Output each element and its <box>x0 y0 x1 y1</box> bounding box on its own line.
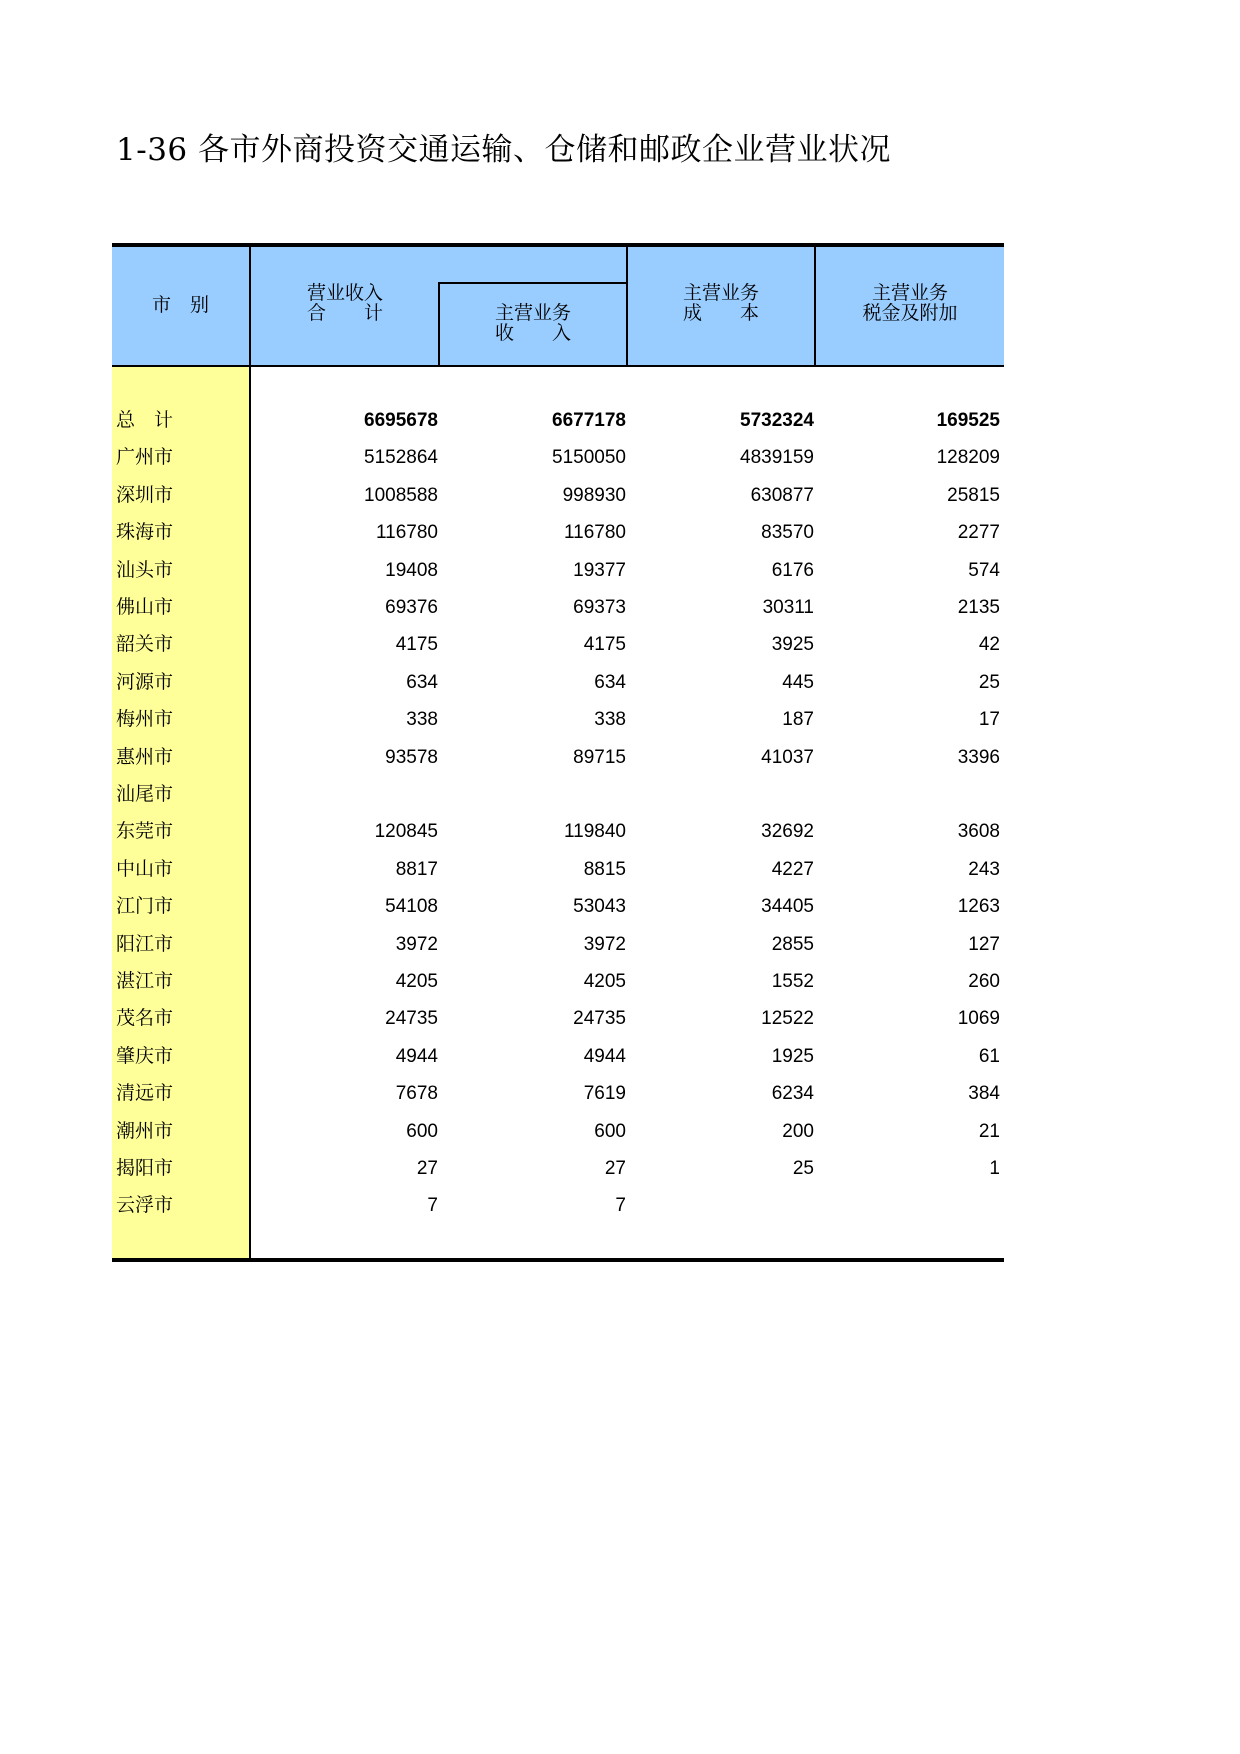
cell-main-revenue: 634 <box>594 671 626 693</box>
region-name: 韶关市 <box>116 633 174 656</box>
table-row <box>112 1187 1004 1224</box>
cell-main-tax: 243 <box>968 858 1000 880</box>
cell-main-tax: 384 <box>968 1083 1000 1105</box>
region-name: 江门市 <box>116 895 174 918</box>
cell-revenue-total: 4175 <box>395 634 438 656</box>
cell-main-revenue: 4205 <box>583 971 626 992</box>
cell-main-revenue: 69373 <box>573 597 626 618</box>
cell-main-tax: 3608 <box>957 821 1000 843</box>
cell-main-tax: 1263 <box>957 896 1000 918</box>
cell-main-revenue: 4944 <box>583 1045 626 1067</box>
region-name: 中山市 <box>116 857 174 880</box>
table-top-rule <box>112 243 1004 247</box>
cell-main-cost: 187 <box>782 709 814 731</box>
cell-main-tax: 127 <box>968 933 1000 955</box>
header-divider <box>249 247 251 365</box>
cell-main-tax: 42 <box>978 634 1000 656</box>
cell-main-tax: 25815 <box>947 484 1000 506</box>
cell-revenue-total: 116780 <box>376 522 438 544</box>
cell-main-cost: 25 <box>792 1158 814 1179</box>
region-name: 潮州市 <box>116 1119 174 1142</box>
table-row <box>112 477 1004 514</box>
cell-main-revenue: 19377 <box>573 559 626 581</box>
cell-main-tax: 3396 <box>957 746 1000 768</box>
region-name: 阳江市 <box>116 932 174 955</box>
cell-main-cost: 200 <box>782 1120 814 1142</box>
table-row <box>112 1038 1004 1075</box>
header-revenue-total: 营业收入 合 计 <box>306 282 383 324</box>
header-subdivider <box>438 282 628 284</box>
region-name: 湛江市 <box>116 970 174 992</box>
cell-main-cost: 4227 <box>771 858 814 880</box>
table-row <box>112 701 1004 738</box>
table-row <box>112 926 1004 963</box>
region-name: 佛山市 <box>116 596 174 618</box>
table-row <box>112 851 1004 888</box>
cell-main-cost: 34405 <box>761 896 814 918</box>
cell-main-tax: 1069 <box>957 1008 1000 1030</box>
cell-revenue-total: 24735 <box>385 1008 438 1030</box>
region-name: 汕尾市 <box>116 783 174 805</box>
cell-main-cost: 1925 <box>771 1045 814 1067</box>
table-row <box>112 1000 1004 1037</box>
statistics-table <box>112 243 1004 1261</box>
cell-revenue-total: 7678 <box>395 1083 438 1105</box>
table-row <box>112 664 1004 701</box>
region-name: 珠海市 <box>116 521 174 544</box>
cell-main-tax: 169525 <box>936 410 1000 431</box>
cell-main-cost: 6176 <box>771 559 814 581</box>
cell-revenue-total: 6695678 <box>364 410 438 431</box>
region-name: 汕头市 <box>116 558 174 581</box>
cell-revenue-total: 4944 <box>395 1045 438 1067</box>
table-row-total <box>112 402 1004 439</box>
cell-revenue-total: 8817 <box>395 858 438 880</box>
region-name: 惠州市 <box>116 745 174 768</box>
table-row <box>112 514 1004 551</box>
cell-main-tax: 61 <box>978 1045 1000 1067</box>
cell-main-revenue: 27 <box>604 1158 626 1179</box>
cell-revenue-total: 600 <box>406 1120 438 1142</box>
cell-revenue-total: 5152864 <box>364 447 438 469</box>
cell-main-revenue: 998930 <box>562 484 626 506</box>
cell-main-revenue: 89715 <box>573 746 626 768</box>
table-row <box>112 739 1004 776</box>
table-row <box>112 626 1004 663</box>
cell-main-cost: 3925 <box>771 634 814 656</box>
region-name: 东莞市 <box>116 820 174 843</box>
cell-main-cost: 630877 <box>750 484 814 506</box>
table-row <box>112 1150 1004 1187</box>
region-name: 茂名市 <box>116 1007 174 1030</box>
cell-main-revenue: 7619 <box>583 1083 626 1105</box>
cell-revenue-total: 7 <box>427 1195 438 1217</box>
table-row <box>112 813 1004 850</box>
cell-main-cost: 6234 <box>771 1083 814 1105</box>
cell-revenue-total: 120845 <box>374 821 438 843</box>
table-row <box>112 1075 1004 1112</box>
table-row <box>112 552 1004 589</box>
cell-revenue-total: 4205 <box>395 971 438 992</box>
cell-main-tax: 17 <box>978 709 1000 731</box>
cell-main-cost: 12522 <box>761 1008 814 1030</box>
cell-main-tax: 21 <box>978 1120 1000 1142</box>
cell-main-revenue: 6677178 <box>552 410 626 431</box>
region-name: 肇庆市 <box>116 1044 174 1067</box>
cell-main-revenue: 338 <box>594 709 626 731</box>
cell-revenue-total: 3972 <box>395 933 438 955</box>
header-region: 市 别 <box>151 294 209 316</box>
cell-main-revenue: 119840 <box>564 821 626 843</box>
table-row <box>112 776 1004 813</box>
table-row <box>112 439 1004 476</box>
cell-main-revenue: 600 <box>594 1120 626 1142</box>
cell-revenue-total: 338 <box>406 709 438 731</box>
cell-revenue-total: 93578 <box>385 746 438 768</box>
cell-main-cost: 4839159 <box>740 447 814 469</box>
cell-revenue-total: 1008588 <box>364 484 438 506</box>
cell-revenue-total: 69376 <box>385 597 438 618</box>
cell-revenue-total: 634 <box>406 671 438 693</box>
region-name: 梅州市 <box>116 708 174 731</box>
table-row <box>112 1113 1004 1150</box>
region-name: 揭阳市 <box>116 1157 174 1179</box>
cell-main-revenue: 7 <box>615 1195 626 1217</box>
page-title: 1-36 各市外商投资交通运输、仓储和邮政企业营业状况 <box>116 132 891 168</box>
cell-main-cost: 445 <box>782 671 814 693</box>
cell-main-revenue: 5150050 <box>552 447 626 469</box>
cell-main-cost: 41037 <box>761 746 814 768</box>
cell-main-revenue: 24735 <box>573 1008 626 1030</box>
cell-main-revenue: 8815 <box>583 858 626 880</box>
cell-main-revenue: 53043 <box>573 896 626 918</box>
cell-main-revenue: 4175 <box>583 634 626 656</box>
cell-main-cost: 1552 <box>771 971 814 992</box>
cell-main-tax: 128209 <box>936 447 1000 469</box>
region-name: 河源市 <box>116 670 174 693</box>
region-name: 总 计 <box>116 409 174 431</box>
table-row <box>112 963 1004 1000</box>
cell-main-tax: 25 <box>978 671 1000 693</box>
header-main-revenue: 主营业务 收 入 <box>494 302 571 344</box>
cell-main-tax: 2277 <box>957 522 1000 544</box>
cell-main-tax: 2135 <box>957 597 1000 618</box>
cell-revenue-total: 19408 <box>385 559 438 581</box>
cell-main-cost: 83570 <box>761 522 814 544</box>
cell-main-tax: 260 <box>968 971 1000 992</box>
region-name: 云浮市 <box>116 1194 174 1217</box>
table-bottom-rule <box>112 1258 1004 1262</box>
region-name: 深圳市 <box>116 483 174 506</box>
cell-main-cost: 5732324 <box>740 410 814 431</box>
cell-main-cost: 32692 <box>761 821 814 843</box>
table-row <box>112 888 1004 925</box>
region-name: 广州市 <box>116 446 174 469</box>
cell-main-cost: 30311 <box>762 597 814 618</box>
header-main-cost: 主营业务 成 本 <box>682 282 759 324</box>
cell-main-tax: 1 <box>989 1158 1000 1179</box>
cell-revenue-total: 27 <box>416 1158 438 1179</box>
cell-main-revenue: 3972 <box>583 933 626 955</box>
cell-main-cost: 2855 <box>771 933 814 955</box>
cell-revenue-total: 54108 <box>385 896 438 918</box>
table-row <box>112 589 1004 626</box>
cell-main-tax: 574 <box>968 559 1000 581</box>
header-main-tax: 主营业务 税金及附加 <box>862 282 958 324</box>
cell-main-revenue: 116780 <box>564 522 626 544</box>
region-name: 清远市 <box>116 1082 174 1105</box>
